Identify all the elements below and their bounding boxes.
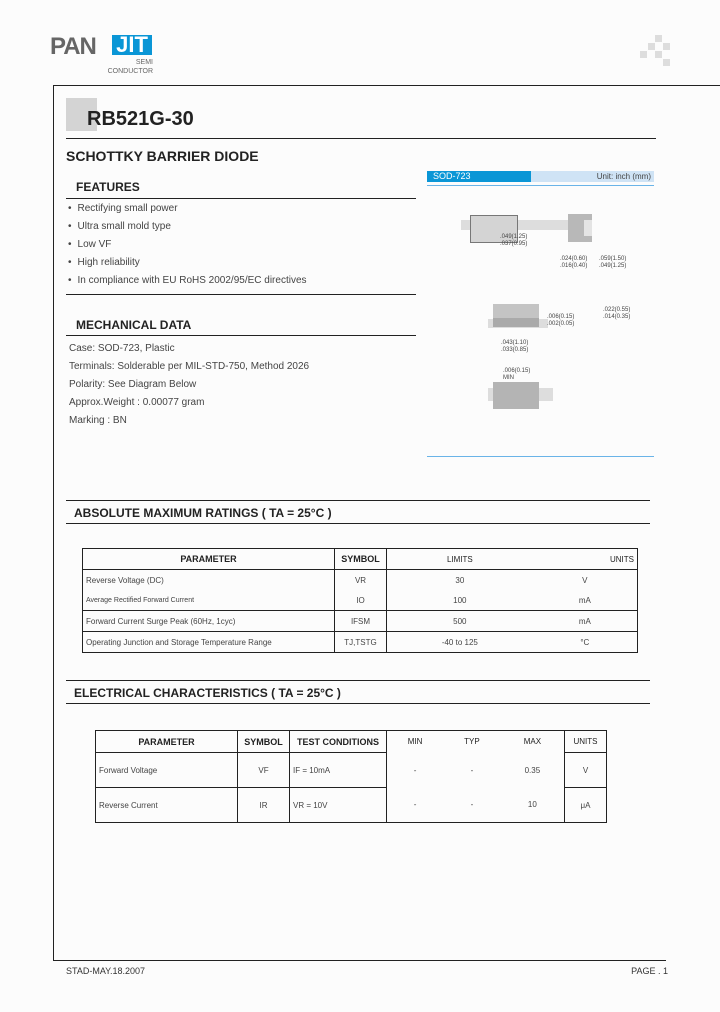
table-row: Reverse Current IR VR = 10V - - 10 μA bbox=[96, 788, 607, 823]
divider bbox=[66, 198, 416, 199]
col-header: UNITS bbox=[565, 731, 607, 753]
feature-item: • Low VF bbox=[68, 239, 307, 257]
features-list bbox=[68, 203, 307, 293]
col-header: UNITS bbox=[610, 554, 634, 564]
feature-item: • Rectifying small power bbox=[68, 203, 307, 221]
divider bbox=[66, 500, 650, 501]
package-unit: Unit: inch (mm) bbox=[596, 172, 651, 181]
divider bbox=[66, 138, 656, 139]
feature-item: • In compliance with EU RoHS 2002/95/EC directives bbox=[68, 275, 307, 293]
abs-max-table bbox=[82, 548, 638, 653]
feature-item: • Ultra small mold type bbox=[68, 221, 307, 239]
logo-subtitle bbox=[100, 58, 153, 76]
dim-label: .006(0.15) MIN bbox=[503, 368, 531, 381]
col-header: TEST CONDITIONS bbox=[290, 731, 387, 753]
table-row: Reverse Voltage (DC) VR 30 V bbox=[83, 570, 638, 591]
feature-item: • High reliability bbox=[68, 257, 307, 275]
table-header bbox=[96, 731, 607, 753]
divider bbox=[66, 335, 416, 336]
col-header: SYMBOL bbox=[238, 731, 290, 753]
table-row: Forward Current Surge Peak (60Hz, 1cyc) IFSM 500 mA bbox=[83, 611, 638, 632]
mechanical-title: MECHANICAL DATA bbox=[76, 318, 192, 332]
logo-conductor: CONDUCTOR bbox=[107, 68, 153, 75]
mechanical-list bbox=[69, 340, 309, 430]
divider bbox=[66, 680, 650, 681]
divider bbox=[66, 294, 416, 295]
col-header: SYMBOL bbox=[335, 549, 387, 570]
col-header: PARAMETER bbox=[83, 549, 335, 570]
table-header bbox=[83, 549, 638, 570]
features-title: FEATURES bbox=[76, 180, 140, 194]
part-number: RB521G-30 bbox=[87, 108, 194, 130]
elec-title: ELECTRICAL CHARACTERISTICS ( TA = 25°C ) bbox=[74, 686, 341, 700]
mech-item: Terminals: Solderable per MIL-STD-750, Method 2026 bbox=[69, 361, 310, 372]
table-row: Forward Voltage VF IF = 10mA - - 0.35 V bbox=[96, 753, 607, 788]
abs-max-title: ABSOLUTE MAXIMUM RATINGS ( TA = 25°C ) bbox=[74, 506, 332, 520]
dim-label: .006(0.15) .002(0.05) bbox=[547, 314, 575, 327]
mech-item: Approx.Weight : 0.00077 gram bbox=[69, 397, 205, 408]
dim-label: .043(1.10) .033(0.85) bbox=[501, 340, 529, 353]
logo-jit: JIT bbox=[112, 35, 152, 55]
mech-item: Marking : BN bbox=[69, 415, 127, 426]
elec-table bbox=[95, 730, 607, 823]
logo-semi: SEMI bbox=[135, 59, 153, 66]
divider bbox=[66, 703, 650, 704]
package-name: SOD-723 bbox=[427, 171, 531, 182]
dim-label: .022(0.55) .014(0.35) bbox=[603, 307, 631, 320]
dim-label: .059(1.50) .049(1.25) bbox=[599, 256, 627, 269]
package-drawing bbox=[427, 186, 654, 456]
col-header: TYP bbox=[464, 737, 480, 747]
decor-squares-icon bbox=[640, 35, 670, 65]
footer-page: PAGE . 1 bbox=[631, 966, 668, 976]
mech-item: Case: SOD-723, Plastic bbox=[69, 343, 175, 354]
divider bbox=[427, 456, 654, 457]
divider bbox=[53, 960, 666, 961]
logo-pan: PAN bbox=[50, 33, 96, 60]
table-row: Operating Junction and Storage Temperature Range TJ,TSTG -40 to 125 °C bbox=[83, 632, 638, 653]
divider bbox=[66, 523, 650, 524]
col-header: MIN bbox=[407, 737, 423, 747]
package-header bbox=[427, 171, 654, 182]
col-header: MAX bbox=[523, 737, 542, 747]
footer-date: STAD-MAY.18.2007 bbox=[66, 966, 146, 976]
dim-label: .024(0.60) .016(0.40) bbox=[560, 256, 588, 269]
subtitle: SCHOTTKY BARRIER DIODE bbox=[66, 148, 259, 164]
table-row: Average Rectified Forward Current IO 100 mA bbox=[83, 590, 638, 611]
col-header: LIMITS bbox=[446, 554, 473, 564]
col-header: PARAMETER bbox=[96, 731, 238, 753]
dim-label: .049(1.25) .037(0.95) bbox=[500, 234, 528, 247]
mech-item: Polarity: See Diagram Below bbox=[69, 379, 197, 390]
